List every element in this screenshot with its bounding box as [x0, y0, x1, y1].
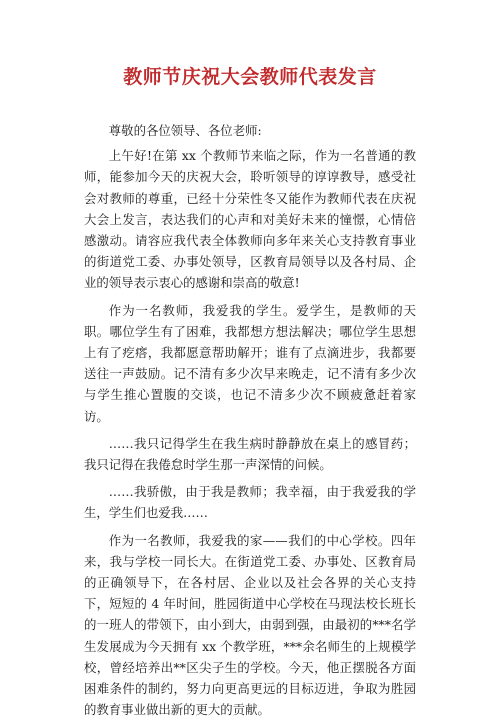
paragraph: 作为一名教师，我爱我的家——我们的中心学校。四年来，我与学校一同长大。在街道党工委、办事处、区教育局的正确领导下，在各村居、企业以及社会各界的关心支持下，短短的 4 年时间，胜园街道中心学校在马现法校长班长的一班人的带领下，由小到大，由弱到强，由最初的***名学生发展成为今天拥有 xx 个教学班，***余名师生的上规模学校，曾经培养出**区尖子生的学校。今天，他正摆脱各方面困难条件的制约，努力向更高更远的目标迈进，争取为胜园的教育事业做出新的更大的贡献。	[84, 532, 416, 718]
paragraph: 上午好!在第 xx 个教师节来临之际，作为一名普通的教师，能参加今天的庆祝大会，聆听领导的谆谆教导，感受社会对教师的尊重，已经十分荣性冬又能作为教师代表在庆祝大会上发言，表达我们的心声和对美好未来的憧憬，心情倍感激动。请容应我代表全体教师向多年来关心支持教育事业的街道党工委、办事处领导，区教育局领导以及各村局、企业的领导表示衷心的感谢和崇高的敬意!	[84, 148, 416, 291]
paragraph: 作为一名教师，我爱我的学生。爱学生，是教师的天职。哪位学生有了困难，我都想方想法解决；哪位学生思想上有了疙瘩，我都愿意帮助解开；谁有了点滴进步，我都要送往一声鼓励。记不清有多少次早来晚走，记不清有多少次与学生推心置腹的交谈，也记不清多少次不顾疲惫赶着家访。	[84, 302, 416, 424]
paragraph: ……我骄傲，由于我是教师；我幸福，由于我爱我的学生，学生们也爱我……	[84, 484, 416, 521]
document-body	[84, 120, 416, 726]
salutation: 尊敬的各位领导、各位老师:	[108, 123, 262, 138]
document-title: 教师节庆祝大会教师代表发言	[123, 66, 377, 88]
paragraph: ……我只记得学生在我生病时静静放在桌上的感冒药；我只记得在我倦怠时学生那一声深情的问候。	[84, 435, 416, 473]
